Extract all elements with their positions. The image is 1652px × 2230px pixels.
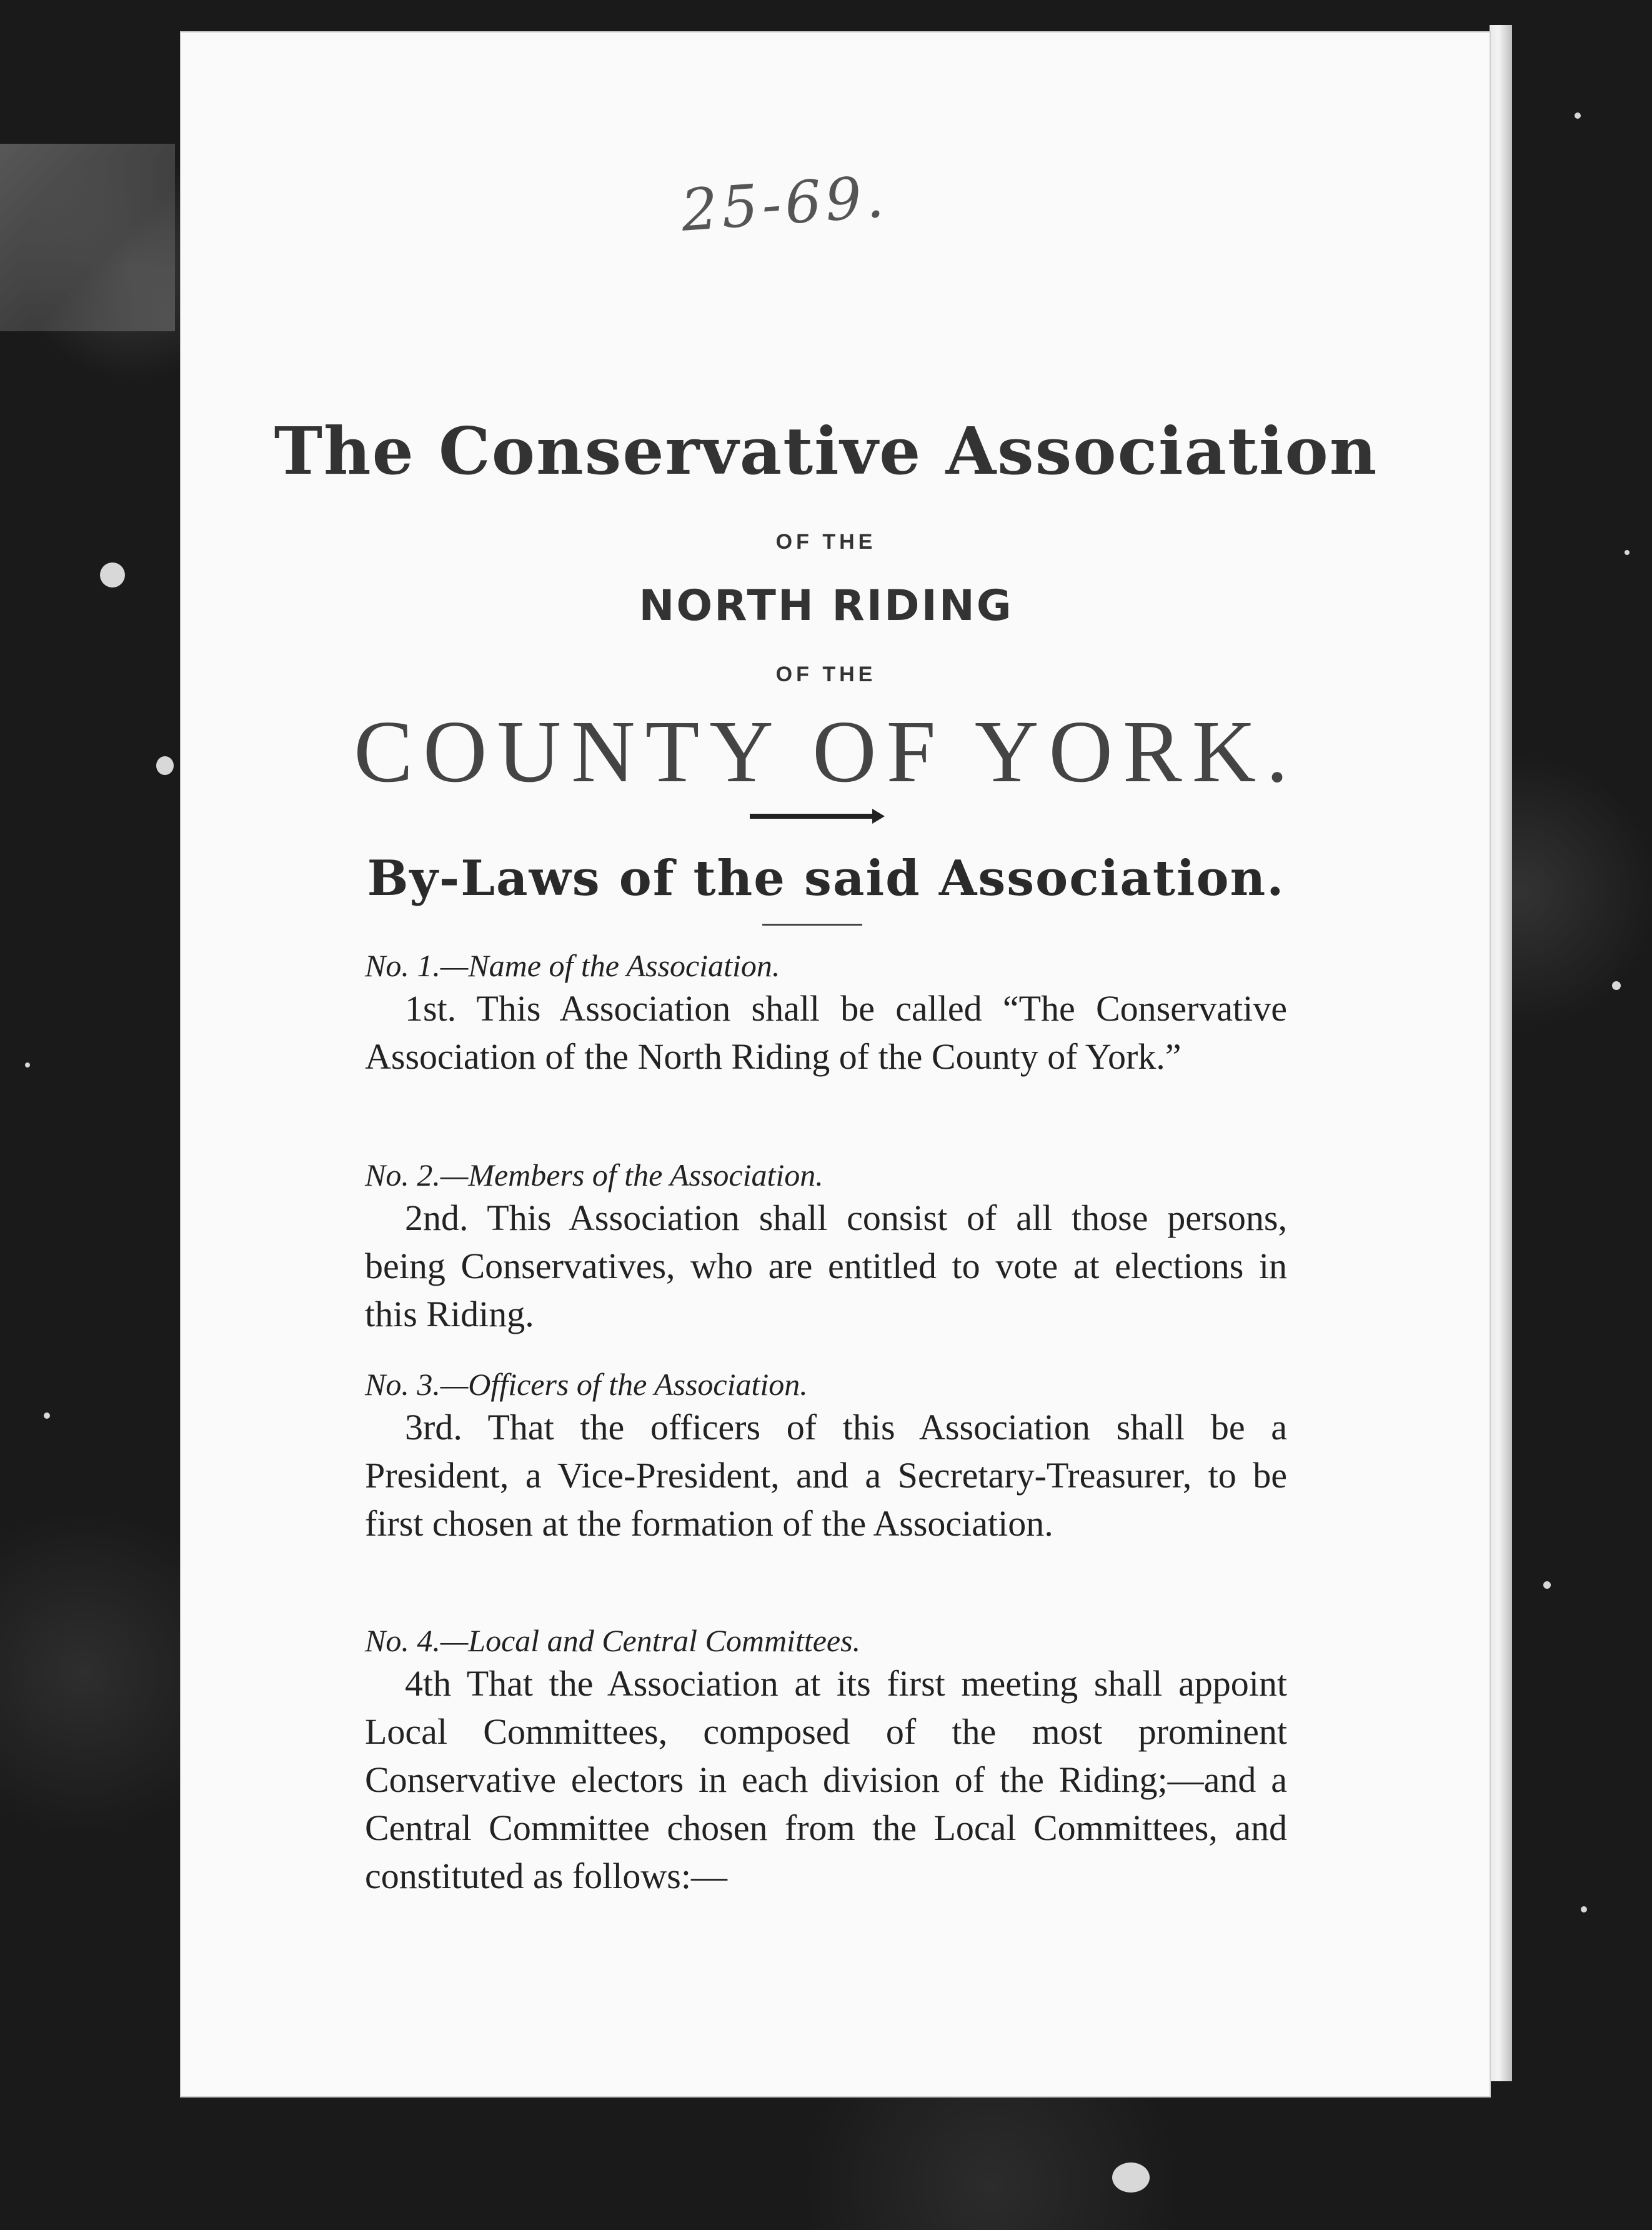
section-4-text: 4th That the Association at its first meeting shall appoint Local Committees, composed of the most prominent Conservative electors in each division of the Riding;—and a Central Committee chosen from the Local Committees, and constituted as follows:— bbox=[365, 1663, 1287, 1896]
tape-patch bbox=[0, 144, 175, 331]
document-title: The Conservative Association bbox=[274, 412, 1378, 489]
section-1-heading: No. 1.—Name of the Association. bbox=[365, 948, 780, 983]
section-3-heading: No. 3.—Officers of the Association. bbox=[365, 1367, 808, 1402]
page-edge bbox=[1490, 25, 1512, 2081]
section-2-text: 2nd. This Association shall consist of all those persons, being Conservatives, who are entitled to vote at elections in this Riding. bbox=[365, 1198, 1287, 1334]
section-3-text: 3rd. That the officers of this Association shall be a President, a Vice-President, and a Secretary-Treasurer, to be first chosen at the formation of the Association. bbox=[365, 1407, 1287, 1544]
riding-heading: NORTH RIDING bbox=[639, 581, 1013, 631]
title-rule bbox=[762, 924, 862, 926]
section-2-heading: No. 2.—Members of the Association. bbox=[365, 1158, 824, 1192]
bylaws-title: By-Laws of the said Association. bbox=[367, 850, 1285, 907]
handwritten-ms-number: 25-69. bbox=[679, 163, 890, 244]
of-the-1: OF THE bbox=[775, 530, 877, 554]
of-the-2: OF THE bbox=[775, 662, 877, 686]
section-4-heading: No. 4.—Local and Central Committees. bbox=[365, 1623, 861, 1658]
section-1-text: 1st. This Association shall be called “The Conservative Association of the North Riding of the County of York.” bbox=[365, 988, 1287, 1077]
ornament-arrow bbox=[750, 814, 875, 819]
county-heading: COUNTY OF YORK. bbox=[354, 702, 1298, 801]
